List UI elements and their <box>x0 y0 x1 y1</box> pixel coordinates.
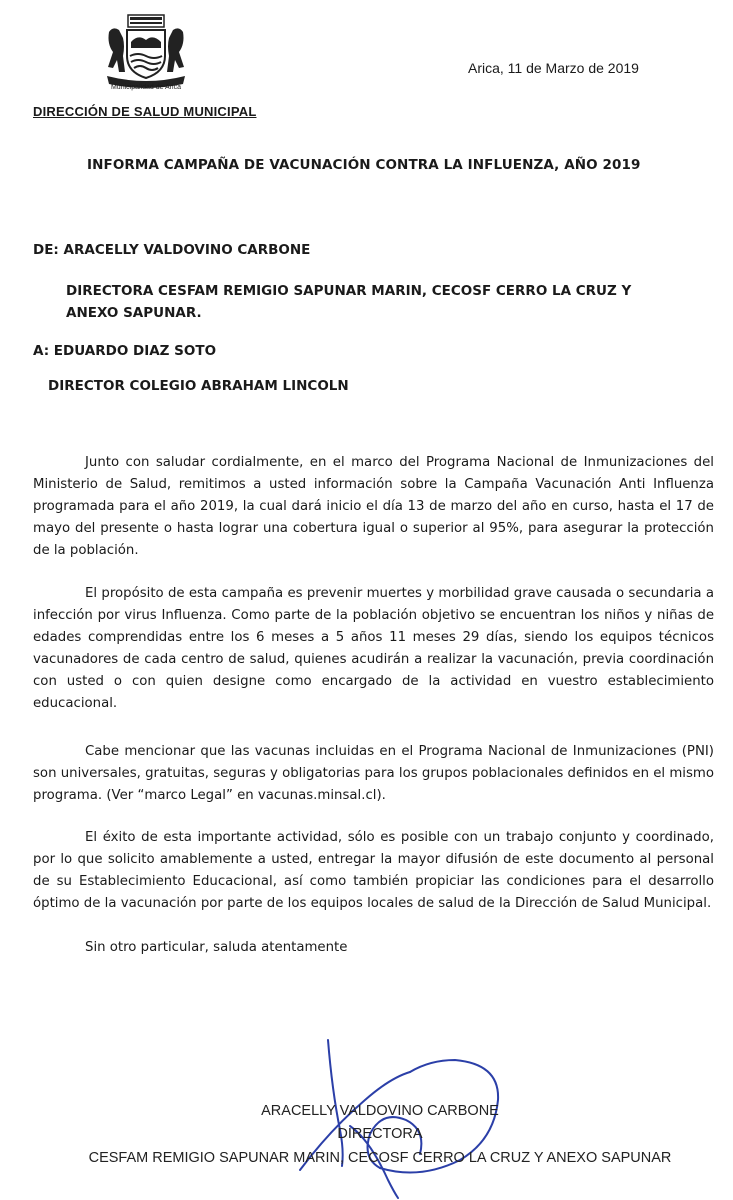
document-title: INFORMA CAMPAÑA DE VACUNACIÓN CONTRA LA INFLUENZA, AÑO 2019 <box>87 157 641 173</box>
body-paragraph-3: Cabe mencionar que las vacunas incluidas en el Programa Nacional de Inmunizaciones (PNI) son universales, gratuitas, seguras y obligatorias para los grupos poblacionales definidos en el mismo programa. (Ver “marco Legal” en vacunas.minsal.cl). <box>33 744 714 803</box>
department-name: DIRECCIÓN DE SALUD MUNICIPAL <box>33 104 257 119</box>
closing-line: Sin otro particular, saluda atentamente <box>85 940 348 955</box>
signatory-role: DIRECTORA <box>337 1126 423 1142</box>
body-paragraph-1: Junto con saludar cordialmente, en el marco del Programa Nacional de Inmunizaciones del Ministerio de Salud, remitimos a usted información sobre la Campaña Vacunación Anti Influenza programada para el año 2019, la cual dará inicio el día 13 de marzo del año en curso, hasta el 17 de mayo del presente o hasta lograr una cobertura igual o superior al 95%, para asegurar la protección de la población. <box>33 455 714 558</box>
to-line: A: EDUARDO DIAZ SOTO <box>33 343 217 359</box>
from-line: DE: ARACELLY VALDOVINO CARBONE <box>33 242 311 258</box>
to-role: DIRECTOR COLEGIO ABRAHAM LINCOLN <box>48 378 349 394</box>
signatory-name: ARACELLY VALDOVINO CARBONE <box>261 1103 499 1119</box>
logo-caption: Municipalidad de Arica <box>110 84 182 91</box>
document-date: Arica, 11 de Marzo de 2019 <box>468 60 639 76</box>
municipal-coat-of-arms-logo <box>103 12 189 94</box>
body-paragraph-4: El éxito de esta importante actividad, sólo es posible con un trabajo conjunto y coordinado, por lo que solicito amablemente a usted, entregar la mayor difusión de este documento al personal de su Establecimiento Educacional, así como también propiciar las condiciones para el desarrollo óptimo de la vacunación por parte de los equipos locales de salud de la Dirección de Salud Municipal. <box>33 830 714 911</box>
from-role: DIRECTORA CESFAM REMIGIO SAPUNAR MARIN, CECOSF CERRO LA CRUZ Y ANEXO SAPUNAR. <box>66 283 632 321</box>
body-paragraph-2: El propósito de esta campaña es prevenir muertes y morbilidad grave causada o secundaria a infección por virus Influenza. Como parte de la población objetivo se encuentran los niños y niñas de edades comprendidas entre los 6 meses a 5 años 11 meses 29 días, siendo los equipos técnicos vacunadores de cada centro de salud, quienes acudirán a realizar la vacunación, previa coordinación con usted o con quien designe como encargado de la actividad en vuestro establecimiento educacional. <box>33 586 714 711</box>
signatory-organization: CESFAM REMIGIO SAPUNAR MARIN, CECOSF CERRO LA CRUZ Y ANEXO SAPUNAR <box>88 1150 672 1166</box>
